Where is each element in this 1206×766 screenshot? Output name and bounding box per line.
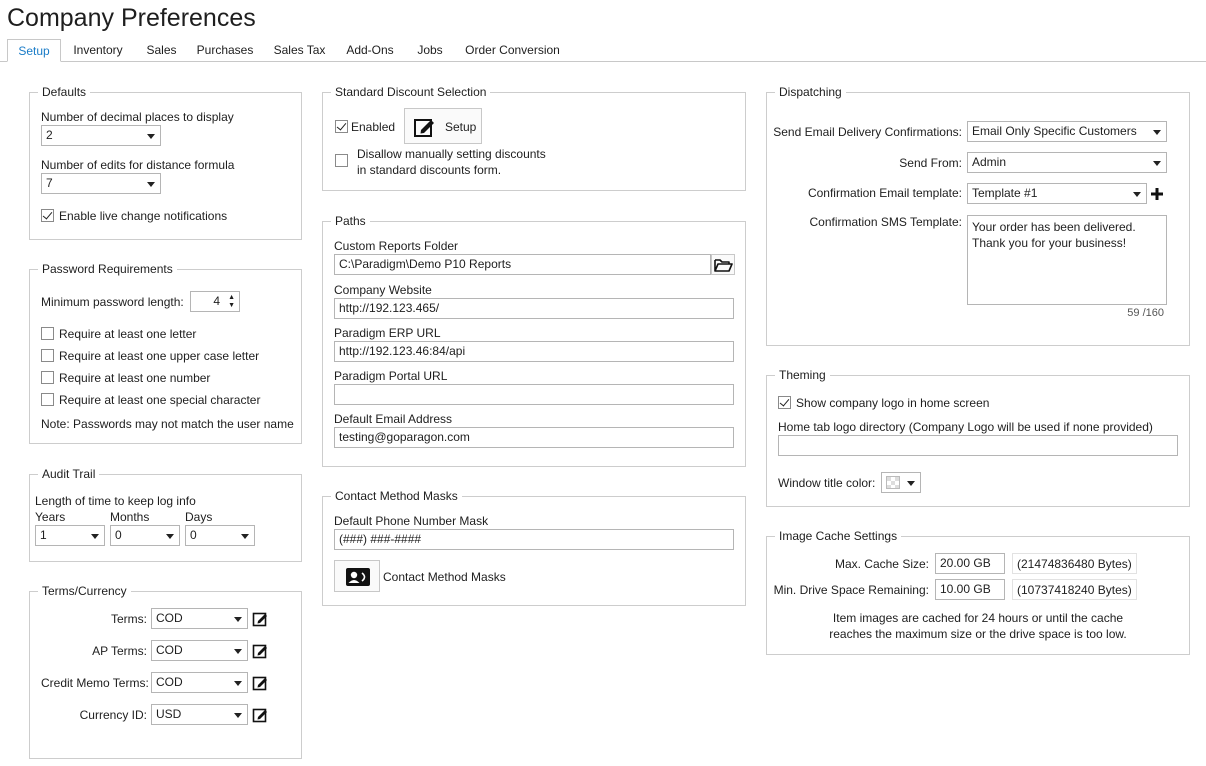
edit-icon xyxy=(252,611,268,627)
erp-url-input[interactable]: http://192.123.46:84/api xyxy=(334,341,734,362)
currency-id-select[interactable] xyxy=(151,704,248,725)
chevron-down-icon xyxy=(1133,192,1141,197)
terms-currency-legend: Terms/Currency xyxy=(42,584,127,598)
sms-template-textarea[interactable] xyxy=(967,215,1167,305)
require-letter-checkbox[interactable] xyxy=(41,327,54,340)
send-confirmations-label: Send Email Delivery Confirmations: xyxy=(773,125,962,139)
days-label: Days xyxy=(185,510,213,524)
distance-edits-label: Number of edits for distance formula xyxy=(41,158,235,172)
tab-sales-tax[interactable]: Sales Tax xyxy=(273,43,326,57)
chevron-down-icon xyxy=(147,134,155,139)
terms-value: COD xyxy=(156,611,183,625)
send-from-select[interactable] xyxy=(967,152,1167,173)
portal-url-label: Paradigm Portal URL xyxy=(334,369,448,383)
chevron-down-icon xyxy=(907,481,915,486)
discount-setup-label: Setup xyxy=(445,120,477,134)
tab-strip-divider xyxy=(0,61,1206,62)
require-number-checkbox[interactable] xyxy=(41,371,54,384)
portal-url-input[interactable] xyxy=(334,384,734,405)
decimal-places-label: Number of decimal places to display xyxy=(41,110,234,124)
log-retention-label: Length of time to keep log info xyxy=(35,494,196,508)
default-email-label: Default Email Address xyxy=(334,412,453,426)
require-uppercase-label: Require at least one upper case letter xyxy=(59,349,260,363)
disallow-discounts-label-line1: Disallow manually setting discounts xyxy=(357,147,546,161)
tab-sales[interactable]: Sales xyxy=(146,43,177,57)
require-special-checkbox[interactable] xyxy=(41,393,54,406)
company-website-input[interactable]: http://192.123.465/ xyxy=(334,298,734,319)
tab-order-conversion[interactable]: Order Conversion xyxy=(465,43,560,57)
tab-purchases[interactable]: Purchases xyxy=(196,43,254,57)
send-from-label: Send From: xyxy=(899,156,962,170)
edit-icon xyxy=(413,116,437,138)
chevron-down-icon xyxy=(234,649,242,654)
tab-add-ons[interactable]: Add-Ons xyxy=(346,43,394,57)
chevron-down-icon xyxy=(1153,161,1161,166)
chevron-down-icon xyxy=(166,534,174,539)
credit-memo-terms-label: Credit Memo Terms: xyxy=(41,676,149,690)
chevron-down-icon xyxy=(91,534,99,539)
folder-open-icon xyxy=(714,257,733,273)
window-title-color-picker[interactable] xyxy=(881,472,921,493)
browse-folder-button[interactable] xyxy=(711,254,735,275)
min-password-length-label: Minimum password length: xyxy=(41,295,184,309)
plus-icon xyxy=(1150,187,1164,201)
show-logo-checkbox[interactable] xyxy=(778,396,791,409)
credit-memo-terms-select[interactable] xyxy=(151,672,248,693)
sms-char-counter: 59 /160 xyxy=(1127,307,1164,319)
reports-folder-label: Custom Reports Folder xyxy=(334,239,459,253)
months-value: 0 xyxy=(115,528,122,542)
max-cache-input[interactable]: 20.00 GB xyxy=(935,553,1005,574)
tab-inventory[interactable]: Inventory xyxy=(73,43,123,57)
edit-ap-terms-button[interactable] xyxy=(250,640,270,661)
require-special-label: Require at least one special character xyxy=(59,393,261,407)
require-letter-label: Require at least one letter xyxy=(59,327,197,341)
years-value: 1 xyxy=(40,528,47,542)
contact-method-masks-button[interactable] xyxy=(334,560,380,592)
reports-folder-input[interactable]: C:\Paradigm\Demo P10 Reports xyxy=(334,254,711,275)
months-select[interactable] xyxy=(110,525,180,546)
sms-template-line1: Your order has been delivered. xyxy=(972,220,1136,234)
ap-terms-label: AP Terms: xyxy=(92,644,147,658)
days-select[interactable] xyxy=(185,525,255,546)
min-password-length-value: 4 xyxy=(213,294,220,308)
years-select[interactable] xyxy=(35,525,105,546)
edit-icon xyxy=(252,675,268,691)
sms-template-line2: Thank you for your business! xyxy=(972,236,1127,250)
audit-trail-legend: Audit Trail xyxy=(42,467,96,481)
disallow-discounts-checkbox[interactable] xyxy=(335,154,348,167)
decimal-places-select[interactable] xyxy=(41,125,161,146)
logo-directory-input[interactable] xyxy=(778,435,1178,456)
distance-edits-value: 7 xyxy=(46,176,53,190)
company-website-label: Company Website xyxy=(334,283,432,297)
disallow-discounts-label-line2: in standard discounts form. xyxy=(357,163,502,177)
ap-terms-select[interactable] xyxy=(151,640,248,661)
discount-enabled-checkbox[interactable] xyxy=(335,120,348,133)
contact-card-icon xyxy=(345,567,371,587)
live-change-label: Enable live change notifications xyxy=(59,209,228,223)
discount-setup-button[interactable] xyxy=(404,108,482,144)
terms-label: Terms: xyxy=(111,612,147,626)
defaults-legend: Defaults xyxy=(42,85,87,99)
currency-id-label: Currency ID: xyxy=(79,708,147,722)
tab-jobs[interactable]: Jobs xyxy=(417,43,443,57)
chevron-down-icon xyxy=(1153,130,1161,135)
sms-template-label: Confirmation SMS Template: xyxy=(809,215,962,229)
cache-note-line1: Item images are cached for 24 hours or until the cache xyxy=(832,611,1124,625)
theming-legend: Theming xyxy=(779,368,826,382)
require-number-label: Require at least one number xyxy=(59,371,211,385)
years-label: Years xyxy=(35,510,66,524)
email-template-select[interactable] xyxy=(967,183,1147,204)
email-template-value: Template #1 xyxy=(972,186,1038,200)
contact-masks-legend: Contact Method Masks xyxy=(335,489,458,503)
days-value: 0 xyxy=(190,528,197,542)
cache-note-line2: reaches the maximum size or the drive space is too low. xyxy=(829,627,1127,641)
logo-directory-label: Home tab logo directory (Company Logo will be used if none provided) xyxy=(778,420,1153,434)
edit-terms-button[interactable] xyxy=(250,608,270,629)
chevron-down-icon xyxy=(147,182,155,187)
dispatching-legend: Dispatching xyxy=(779,85,842,99)
stepper-down-icon[interactable]: ▼ xyxy=(228,302,235,309)
transparent-swatch-icon xyxy=(886,476,900,489)
edit-icon xyxy=(252,643,268,659)
paths-legend: Paths xyxy=(335,214,366,228)
chevron-down-icon xyxy=(234,713,242,718)
decimal-places-value: 2 xyxy=(46,128,53,142)
phone-mask-label: Default Phone Number Mask xyxy=(334,514,489,528)
phone-mask-input[interactable]: (###) ###-#### xyxy=(334,529,734,550)
send-confirmations-select[interactable] xyxy=(967,121,1167,142)
chevron-down-icon xyxy=(234,617,242,622)
ap-terms-value: COD xyxy=(156,643,183,657)
chevron-down-icon xyxy=(241,534,249,539)
send-from-value: Admin xyxy=(972,155,1007,169)
image-cache-legend: Image Cache Settings xyxy=(779,529,898,543)
page-title: Company Preferences xyxy=(7,4,256,32)
erp-url-label: Paradigm ERP URL xyxy=(334,326,441,340)
max-cache-bytes: (21474836480 Bytes) xyxy=(1012,553,1137,574)
currency-id-value: USD xyxy=(156,707,182,721)
password-note: Note: Passwords may not match the user name xyxy=(41,417,294,431)
chevron-down-icon xyxy=(234,681,242,686)
months-label: Months xyxy=(110,510,150,524)
stepper-up-icon[interactable]: ▲ xyxy=(228,294,235,301)
edit-currency-button[interactable] xyxy=(250,704,270,725)
min-drive-space-label: Min. Drive Space Remaining: xyxy=(773,583,929,597)
default-email-input[interactable]: testing@goparagon.com xyxy=(334,427,734,448)
password-legend: Password Requirements xyxy=(42,262,173,276)
send-confirmations-value: Email Only Specific Customers xyxy=(972,124,1137,138)
tab-setup[interactable]: Setup xyxy=(7,39,61,62)
contact-method-masks-label: Contact Method Masks xyxy=(383,570,506,584)
credit-memo-terms-value: COD xyxy=(156,675,183,689)
max-cache-label: Max. Cache Size: xyxy=(834,557,929,571)
window-title-color-label: Window title color: xyxy=(778,476,876,490)
terms-select[interactable] xyxy=(151,608,248,629)
require-uppercase-checkbox[interactable] xyxy=(41,349,54,362)
show-logo-label: Show company logo in home screen xyxy=(796,396,990,410)
min-drive-space-bytes: (10737418240 Bytes) xyxy=(1012,579,1137,600)
discount-legend: Standard Discount Selection xyxy=(335,85,487,99)
email-template-label: Confirmation Email template: xyxy=(807,186,962,200)
min-drive-space-input[interactable]: 10.00 GB xyxy=(935,579,1005,600)
discount-enabled-label: Enabled xyxy=(351,120,396,134)
edit-credit-memo-terms-button[interactable] xyxy=(250,672,270,693)
distance-edits-select[interactable] xyxy=(41,173,161,194)
live-change-checkbox[interactable] xyxy=(41,209,54,222)
add-template-button[interactable] xyxy=(1147,183,1167,204)
audit-trail-group xyxy=(29,467,302,562)
min-password-length-stepper[interactable] xyxy=(190,291,240,312)
edit-icon xyxy=(252,707,268,723)
